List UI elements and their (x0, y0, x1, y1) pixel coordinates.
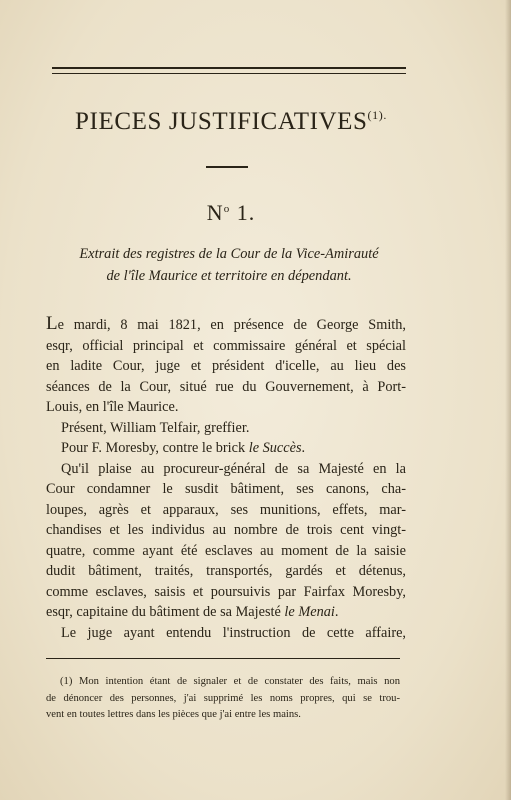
extract-line-2: de l'île Maurice et territoire en dépendant. (106, 268, 352, 284)
title-separator-rule (206, 166, 248, 168)
footnote-line: vent en toutes lettres dans les pièces que j'ai entre les mains. (46, 709, 301, 720)
body-line-text: . (301, 440, 306, 456)
body-line: Louis, en l'île Maurice. (46, 399, 179, 415)
number-superscript: o (223, 203, 231, 215)
extract-line-1: Extrait des registres de la Cour de la Vice-Amirauté (79, 246, 379, 262)
page-edge-shadow (505, 0, 511, 800)
body-line: quatre, comme ayant été esclaves au moment de la saisie (46, 542, 406, 559)
body-line (46, 602, 406, 623)
body-line: séances de la Cour, situé rue du Gouvernement, à Port- (46, 378, 406, 395)
body-line-text: e mardi, 8 mai 1821, en présence de George Smith, (57, 317, 406, 333)
body-line: comme esclaves, saisis et poursuivis par Fairfax Moresby, (46, 583, 406, 600)
footnote-line: (1) Mon intention étant de signaler et de constater des faits, mais non (60, 676, 400, 687)
body-line-text: esqr, capitaine du bâtiment de sa Majesté (46, 604, 285, 620)
footnote (46, 674, 400, 724)
body-line-text: Pour F. Moresby, contre le brick (61, 440, 249, 456)
body-line (46, 314, 406, 336)
body-line-text: . (334, 604, 339, 620)
footnote-line: de dénoncer des personnes, j'ai supprimé les noms propres, qui se trou- (46, 692, 400, 704)
body-line: dudit bâtiment, traités, transportés, gardés et détenus, (46, 563, 406, 579)
document-number (0, 200, 462, 226)
body-line: en ladite Cour, juge et président d'icelle, au lieu des (46, 358, 406, 374)
number-value: 1. (230, 200, 256, 225)
body-line: loupes, agrès et apparaux, ses munitions, effets, mar- (46, 501, 406, 518)
body-line: Le juge ayant entendu l'instruction de cette affaire, (61, 624, 406, 641)
ship-name: le Menai (284, 604, 335, 620)
body-line: chandises et les individus au nombre de trois cent vingt- (46, 522, 406, 538)
body-line: Qu'il plaise au procureur-général de sa Majesté en la (61, 460, 406, 477)
footnote-rule (46, 658, 400, 659)
body-line (46, 438, 406, 459)
body-line: esqr, official principal et commissaire général et spécial (46, 337, 406, 354)
number-label: N (206, 200, 224, 225)
header-double-rule (52, 67, 406, 74)
title-text: PIECES JUSTIFICATIVES (75, 108, 368, 135)
extract-heading (52, 243, 406, 287)
drop-capital: L (46, 313, 58, 334)
body-line: Cour condamner le susdit bâtiment, ses canons, cha- (46, 481, 406, 497)
body-line: Présent, William Telfair, greffier. (61, 419, 250, 436)
body-text (46, 314, 406, 643)
title-footnote-marker: (1). (367, 108, 387, 122)
ship-name: le Succès (248, 440, 302, 456)
page-title (0, 108, 462, 136)
